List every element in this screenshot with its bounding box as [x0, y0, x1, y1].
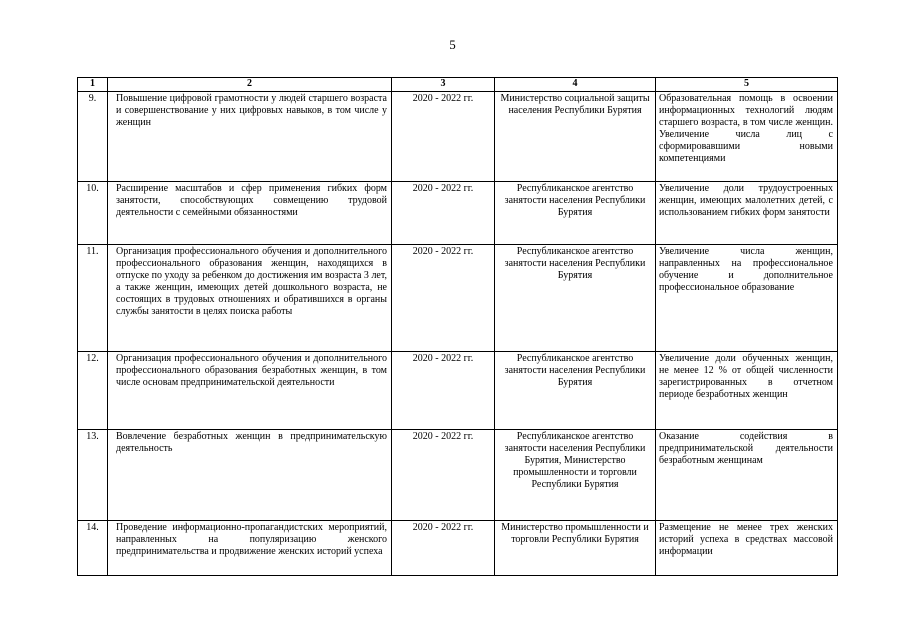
header-col-1: 1	[78, 78, 108, 92]
table-row	[78, 245, 838, 352]
header-col-5: 5	[656, 78, 838, 92]
row-number: 9.	[78, 92, 108, 182]
row-number: 10.	[78, 182, 108, 245]
row-measure: Организация профессионального обучения и дополнительного профессионального образования безработных женщин, в том числе основам предпринимательской деятельности	[108, 352, 392, 430]
row-term: 2020 - 2022 гг.	[392, 521, 495, 576]
row-executor: Республиканское агентство занятости населения Республики Бурятия, Министерство промышленности и торговли Республики Бурятия	[495, 430, 656, 521]
row-term: 2020 - 2022 гг.	[392, 182, 495, 245]
row-result: Оказание содействия в предпринимательской деятельности безработным женщинам	[656, 430, 838, 521]
row-number: 13.	[78, 430, 108, 521]
row-result: Увеличение доли обученных женщин, не менее 12 % от общей численности зарегистрированных в отчетном периоде безработных женщин	[656, 352, 838, 430]
page-number: 5	[449, 37, 456, 52]
row-term: 2020 - 2022 гг.	[392, 430, 495, 521]
measures-table	[77, 77, 838, 576]
table-header-row	[78, 78, 838, 92]
table-row	[78, 430, 838, 521]
table-row	[78, 521, 838, 576]
row-term: 2020 - 2022 гг.	[392, 92, 495, 182]
row-result: Размещение не менее трех женских историй успеха в средствах массовой информации	[656, 521, 838, 576]
header-col-4: 4	[495, 78, 656, 92]
row-number: 14.	[78, 521, 108, 576]
header-col-2: 2	[108, 78, 392, 92]
row-executor: Республиканское агентство занятости населения Республики Бурятия	[495, 245, 656, 352]
row-result: Образовательная помощь в освоении информационных технологий людям старшего возраста, в том числе женщин. Увеличение числа лиц с сформировавшими новыми компетенциями	[656, 92, 838, 182]
row-executor: Республиканское агентство занятости населения Республики Бурятия	[495, 352, 656, 430]
row-number: 11.	[78, 245, 108, 352]
table-row	[78, 182, 838, 245]
row-executor: Республиканское агентство занятости населения Республики Бурятия	[495, 182, 656, 245]
table-row	[78, 92, 838, 182]
row-number: 12.	[78, 352, 108, 430]
row-term: 2020 - 2022 гг.	[392, 245, 495, 352]
row-measure: Проведение информационно-пропагандистских мероприятий, направленных на популяризацию женского предпринимательства и продвижение женских историй успеха	[108, 521, 392, 576]
row-measure: Повышение цифровой грамотности у людей старшего возраста и совершенствование у них цифровых навыков, в том числе у женщин	[108, 92, 392, 182]
row-result: Увеличение доли трудоустроенных женщин, имеющих малолетних детей, с использованием гибких форм занятости	[656, 182, 838, 245]
row-executor: Министерство промышленности и торговли Республики Бурятия	[495, 521, 656, 576]
row-measure: Вовлечение безработных женщин в предпринимательскую деятельность	[108, 430, 392, 521]
row-executor: Министерство социальной защиты населения Республики Бурятия	[495, 92, 656, 182]
row-measure: Организация профессионального обучения и дополнительного профессионального образования женщин, находящихся в отпуске по уходу за ребенком до достижения им возраста 3 лет, а также женщин, имеющих детей дошкольного возраста, не состоящих в трудовых отношениях и обратившихся в органы службы занятости в целях поиска работы	[108, 245, 392, 352]
table-row	[78, 352, 838, 430]
header-col-3: 3	[392, 78, 495, 92]
row-measure: Расширение масштабов и сфер применения гибких форм занятости, способствующих совмещению трудовой деятельности с семейными обязанностями	[108, 182, 392, 245]
row-result: Увеличение числа женщин, направленных на профессиональное обучение и дополнительное профессиональное образование	[656, 245, 838, 352]
row-term: 2020 - 2022 гг.	[392, 352, 495, 430]
